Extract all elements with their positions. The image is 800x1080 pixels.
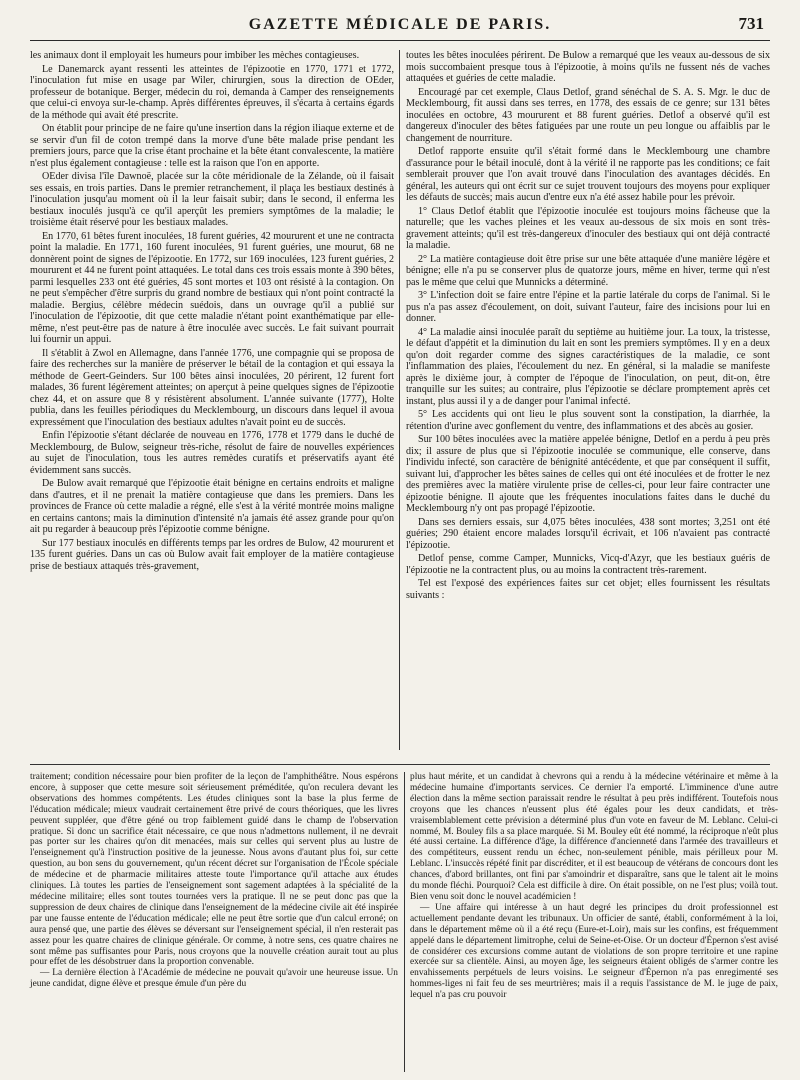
section-rule	[30, 764, 770, 765]
page-header	[30, 14, 770, 41]
feuilleton-section	[30, 772, 778, 1072]
article-section	[30, 50, 770, 750]
journal-title: GAZETTE MÉDICALE DE PARIS.	[248, 16, 552, 33]
column-divider	[404, 772, 405, 1072]
paragraph: traitement; condition nécessaire pour bien profiter de la leçon de l'amphithéâtre. Nous espérons encore, à supposer que cette mesure soit sérieusement préméditée, qu'on reculera devant les observations des hommes compétents. Les études cliniques sont la base la plus ferme de l'éducation médicale; mieux vaudrait certainement être privé de cours théoriques, que les livres peuvent suppléer, que d'être géné ou trop faiblement guidé dans le champ de l'observation pratique. Si donc un sacrifice était nécessaire, ce que nous n'admettons nullement, il ne devrait pas porter sur les chaires qu'on dit menacées, mais sur celles qui servent plus au lustre de l'enseignement qu'à l'instruction positive de la jeunesse. Nous avons d'autant plus foi, sur cette question, au bon sens du gouvernement, qu'un récent décret sur l'organisation de l'École spéciale de médecine et de pharmacie militaires atteste toute l'importance qu'il attache aux études cliniques. Là toutes les parties de l'enseignement sont sagement adaptées à la spécialité de la médecine militaire; elles sont toutes tournées vers la pratique. Il ne se peut donc pas que la suppression de deux chaires de clinique dans l'enseignement de la médecine civile ait été inspirée par une fausse entente de l'éducation médicale; elle ne peut être sortie que d'un calcul erroné; on aura pensé que, une partie des élèves se déversant sur l'enseignement spécial, il n'en resterait pas assez pour les quatre chaires de clinique générale. Or comme, à notre sens, ces quatre chaires ne sont même pas suffisantes pour Paris, nous croyons que la nouvelle création aurait tout au plus pour effet de les désobstruer dans la proportion convenable.	[30, 772, 398, 968]
paragraph: Il s'établit à Zwol en Allemagne, dans l'année 1776, une compagnie qui se proposa de faire des recherches sur la manière de préserver le bétail de la contagion et qui essaya la méthode de Geert-Geinders. Sur 100 bêtes ainsi inoculées, 20 périrent, 12 furent fort malades, 36 furent légèrement atteintes; on aperçut à peine quelques signes de l'épizootie chez 44, et on assure que 8 y résistèrent absolument. L'année suivante (1777), Holte publia, dans les feuilles périodiques du Mecklembourg, un discours dans lequel il avoua expressément que l'inoculation des bestiaux adultes n'avait point eu de succès.	[30, 347, 394, 428]
paragraph: — Une affaire qui intéresse à un haut degré les principes du droit professionnel est actuellement pendante devant les tribunaux. Un officier de santé, établi, conformément à la loi, dans le département même où il a été reçu (Eure-et-Loir), mais sur les confins, est fréquemment appelé dans le département limitrophe, celui de Seine-et-Oise. Or un docteur d'Épernon s'est avisé de considérer ces excursions comme autant de violations de son propre territoire et une rapine exercée sur sa clientèle. Ainsi, au moyen âge, les seigneurs étaient obligés de s'armer contre les envahissements perpétuels de leurs voisins. Le seigneur d'Épernon n'a pas enregimenté ses hommes-liges ni fait feu de ses meurtrières; mais il a requis l'assistance de M. le juge de paix, lequel n'a pas cru pouvoir	[410, 902, 778, 1001]
paragraph: Encouragé par cet exemple, Claus Detlof, grand sénéchal de S. A. S. Mgr. le duc de Mecklembourg, fit aussi dans ses terres, en 1778, des essais de ce genre; sur 131 bêtes inoculées en octobre, 43 moururent et 88 furent guéries. Detlof a observé qu'il est dangereux d'inoculer des bêtes fatiguées par une route un peu longue ou affaiblis par le changement de nourriture.	[406, 86, 770, 144]
feuilleton-column-left	[30, 772, 398, 990]
article-column-left	[30, 50, 394, 574]
paragraph: 5° Les accidents qui ont lieu le plus souvent sont la constipation, la diarrhée, la rétention d'urine avec gonflement du ventre, des inflammations et des abcès au gosier.	[406, 409, 770, 432]
paragraph: Enfin l'épizootie s'étant déclarée de nouveau en 1776, 1778 et 1779 dans le duché de Mecklembourg, de Bulow, seigneur très-riche, résolut de faire de nouvelles expériences au sujet de l'inoculation, tous les autres remèdes curatifs et préservatifs ayant été évidemment sans succès.	[30, 430, 394, 476]
feuilleton-column-right	[410, 772, 778, 1001]
paragraph: Le Danemarck ayant ressenti les atteintes de l'épizootie en 1770, 1771 et 1772, l'inoculation fut mise en usage par Wiler, chirurgien, sous la direction de OEder, professeur de botanique. Berger, médecin du roi, demanda à Camper des renseignements que celui-ci envoya sur-le-champ. Après différentes épreuves, il s'écarta à certains égards de la méthode qui avait été prescrite.	[30, 63, 394, 121]
paragraph: Sur 100 bêtes inoculées avec la matière appelée bénigne, Detlof en a perdu à peu près dix; il assure de plus que si l'épizootie inoculée se communique, elle conserve, dans l'individu infecté, son caractère de bénignité antécédente, et que par conséquent il suffit, suivant lui, d'approcher les bêtes saines de celles qui ont été inoculées et de frotter le nez des premières avec la matière virulente prise de celles-ci, pour leur faire contracter une épizootie bénigne. Il ajoute que les fréquentes inoculations faites dans le duché du Mecklembourg n'y ont pas propagé l'épizootie.	[406, 434, 770, 514]
paragraph: OEder divisa l'île Dawnoë, placée sur la côte méridionale de la Zélande, où il faisait ses essais, en trois parties. Dans le premier retranchement, il plaça les bestiaux destinés à l'inoculation jusqu'au moment où il la leur faisait subir; dans le second, il enferma les bestiaux inoculés jusqu'à ce qu'il aperçût les premiers symptômes de la maladie; le troisième était réservé pour les bestiaux malades.	[30, 171, 394, 228]
paragraph: Tel est l'exposé des expériences faites sur cet objet; elles fournissent les résultats suivants :	[406, 578, 770, 601]
paragraph: toutes les bêtes inoculées périrent. De Bulow a remarqué que les veaux au-dessous de six mois succombaient presque tous à l'épizootie, à moins qu'ils ne fussent nés de vaches attaquées et guéries de cette maladie.	[406, 50, 770, 84]
column-divider	[399, 50, 400, 750]
paragraph: 1° Claus Detlof établit que l'épizootie inoculée est toujours moins fâcheuse que la naturelle; que les vaches pleines et les veaux au-dessous de six mois en sont très-gravement atteints; qu'il est très-dangereux d'inoculer des bestiaux qui ont déjà contracté la maladie.	[406, 205, 770, 251]
paragraph: plus haut mérite, et un candidat à chevrons qui a rendu à la médecine vétérinaire et même à la médecine humaine d'importants services. Ce dernier l'a emporté. L'imminence d'une autre élection dans la même section paraissait rendre le résultat à peu près indifférent. Toutefois nous croyons que les chances n'eussent plus été égales pour les deux candidats, et très-vraisemblablement cette prévision a déterminé plus d'un vote en faveur de M. Leblanc. Celui-ci nommé, M. Bouley fils a sa place marquée. Si M. Bouley eût été nommé, la réciproque n'eût plus été aussi certaine. La différence d'âge, la différence d'ancienneté dans l'armée des travailleurs et des compétiteurs, eussent rendu un échec, non-seulement pénible, mais périlleux pour M. Leblanc. L'insuccès répété finit par discréditer, et il est beaucoup de vétérans de concours dont les chances, d'abord brillantes, ont fini par s'amoindrir et disparaître, sans que le talent ait le moins du monde fléchi. Pourquoi? Cela est difficile à dire. On était possible, on ne l'est plus; voilà tout. Bien venu soit donc le nouvel académicien !	[410, 772, 778, 902]
paragraph: En 1770, 61 bêtes furent inoculées, 18 furent guéries, 42 moururent et une ne contracta point la maladie. En 1771, 160 furent inoculées, 91 furent guéries, une mourut, 68 ne donnèrent point de signes de l'épizootie. En 1772, sur 169 inoculées, 123 furent guéries, 2 moururent et 44 ne furent point attaquées. Le total dans ces trois essais monte à 390 bêtes, parmi lesquelles 233 ont été guéries, 45 sont mortes et 103 ont résisté à la contagion. On ne peut s'empêcher d'être surpris du grand nombre de bestiaux qui n'ont point contracté la maladie. Bergius, célèbre médecin suédois, dans un ouvrage qu'il a publié sur l'inoculation de l'épizootie, dit que cette maladie n'étant point exanthématique par elle-même, n'est peut-être pas de nature à être inoculée avec succès. Le fait suivant pourrait lui fournir un appui.	[30, 230, 394, 345]
paragraph: les animaux dont il employait les humeurs pour imbiber les mèches contagieuses.	[30, 50, 360, 61]
paragraph: 2° La matière contagieuse doit être prise sur une bête attaquée d'une manière légère et bénigne; elle n'a pu se conserver plus de quatorze jours, même en hiver, terme qui n'est pas le même que celui que Munnicks a déterminé.	[406, 253, 770, 288]
paragraph: Dans ses derniers essais, sur 4,075 bêtes inoculées, 438 sont mortes; 3,251 ont été guéries; 290 étaient encore malades lorsqu'il écrivait, et 106 n'avaient pas contracté l'épizootie.	[406, 516, 770, 551]
paragraph: De Bulow avait remarqué que l'épizootie était bénigne en certains endroits et maligne dans d'autres, et il ne prenait la matière contagieuse que dans les premiers. Dans les provinces de France où cette maladie a régné, elle s'est à la vérité montrée moins maligne en certains cantons; mais la diminution d'intensité n'a jamais été assez grande pour qu'on ait pu regarder à beaucoup près l'épizootie comme bénigne.	[30, 478, 394, 535]
paragraph: 4° La maladie ainsi inoculée paraît du septième au huitième jour. La toux, la tristesse, le défaut d'appétit et la diminution du lait en sont les premiers symptômes. Il y en a deux qu'on doit regarder comme des signes caractéristiques de la maladie, ce sont l'inflammation des plaies, l'écoulement du nez. En général, si la maladie se manifeste après le dixième jour, à compter de l'époque de l'inoculation, on peut, dit-on, être tranquille sur les suites; au contraire, plus l'épizootie se déclare promptement après cet instant, plus aussi il y a de danger pour l'animal infecté.	[406, 326, 770, 407]
paragraph: 3° L'infection doit se faire entre l'épine et la partie latérale du corps de l'animal. Si le pus n'a pas assez d'écoulement, on doit, suivant l'auteur, faire des incisions pour lui en donner.	[406, 290, 770, 324]
paragraph: Sur 177 bestiaux inoculés en différents temps par les ordres de Bulow, 42 moururent et 135 furent guéries. Dans un cas où Bulow avait fait employer de la matière contagieuse prise de bestiaux attaqués très-gravement,	[30, 537, 394, 572]
article-column-right	[406, 50, 770, 603]
paragraph: Detlof pense, comme Camper, Munnicks, Vicq-d'Azyr, que les bestiaux guéris de l'épizootie ne la contractent plus, ou au moins la contractent très-rarement.	[406, 553, 770, 576]
page-number: 731	[738, 14, 764, 33]
paragraph: Detlof rapporte ensuite qu'il s'était formé dans le Mecklembourg une chambre d'assurance pour le bétail inoculé, dont à la vérité il ne rapporte pas les conditions; ce fait semblerait prouver que l'on avait trouvé dans l'inoculation des avantages décidés. En général, les auteurs qui ont écrit sur ce sujet trouvent toujours des moyens pour expliquer les défauts de succès; mais aucun d'entre eux n'a été assez habile pour les prévoir.	[406, 146, 770, 203]
paragraph: On établit pour principe de ne faire qu'une insertion dans la région iliaque externe et de se servir d'un fil de coton trempé dans la morve d'une bête malade prise pendant les premiers jours, parce que la crise étant prochaine et la bête étant convalescente, la matière n'est plus également contagieuse : telle est la raison que l'on en apporte.	[30, 123, 394, 169]
paragraph: — La dernière élection à l'Académie de médecine ne pouvait qu'avoir une heureuse issue. Un jeune candidat, digne élève et presque émule d'un père du	[30, 968, 398, 990]
